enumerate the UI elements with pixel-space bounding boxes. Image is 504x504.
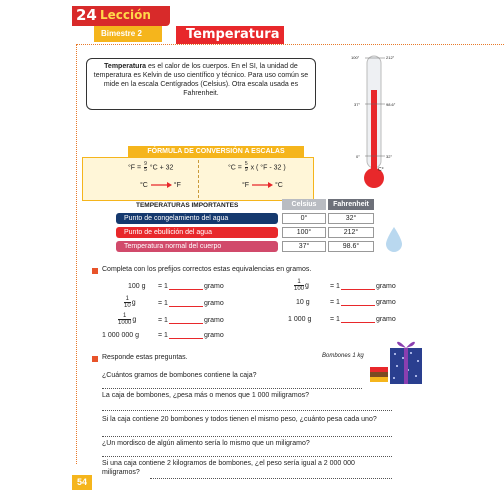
bullet-icon bbox=[92, 356, 98, 362]
eq-sign: = 1 bbox=[330, 299, 340, 306]
row-label-body: Temperatura normal del cuerpo bbox=[116, 241, 278, 252]
eq-right-1-lhs: 10 g bbox=[296, 299, 310, 306]
eq-left-1-lhs bbox=[124, 296, 136, 309]
col-celsius: Celsius bbox=[282, 199, 326, 210]
thermo-label-32f: 32° bbox=[386, 154, 393, 159]
formula-right-suffix: x ( °F - 32 ) bbox=[250, 164, 286, 172]
exercise1-instruction: Completa con los prefijos correctos estas equivalencias en gramos. bbox=[102, 266, 312, 273]
eq-left-0 bbox=[158, 283, 224, 290]
formula-right-direction bbox=[242, 182, 283, 189]
answer-blank[interactable] bbox=[169, 306, 203, 307]
frac-den: 100 bbox=[294, 286, 305, 292]
frac-num: 1 bbox=[118, 313, 131, 320]
intro-bold: Temperatura bbox=[104, 63, 147, 70]
from-unit: °C bbox=[140, 182, 148, 189]
bimestre-label: Bimestre 2 bbox=[101, 29, 142, 38]
eq-sign: = 1 bbox=[330, 316, 340, 323]
eq-unit: gramo bbox=[375, 283, 396, 290]
exercise2-instruction: Responde estas preguntas. bbox=[102, 354, 188, 361]
formula-right-fraction bbox=[245, 162, 248, 173]
intro-box bbox=[86, 58, 316, 110]
cell-celsius: 37° bbox=[282, 241, 326, 252]
formula-left-direction bbox=[140, 182, 181, 189]
to-unit: °F bbox=[173, 182, 181, 189]
to-unit: °C bbox=[274, 182, 283, 189]
lhs-fraction bbox=[124, 296, 131, 309]
temps-table-title: TEMPERATURAS IMPORTANTES bbox=[136, 202, 239, 209]
eq-right-1 bbox=[330, 299, 396, 306]
page-number: 54 bbox=[72, 475, 92, 490]
eq-unit: gramo bbox=[203, 283, 224, 290]
eq-right-2-lhs: 1 000 g bbox=[288, 316, 312, 323]
water-drop-icon bbox=[384, 226, 404, 254]
frac-num: 1 bbox=[125, 296, 130, 302]
eq-unit: gramo bbox=[203, 300, 224, 307]
eq-sign: = 1 bbox=[158, 300, 168, 307]
lhs-unit: g bbox=[131, 299, 136, 307]
lhs-unit: g bbox=[305, 282, 309, 290]
lhs-fraction bbox=[294, 279, 304, 292]
answer-blank[interactable] bbox=[341, 322, 375, 323]
frac-den: 10 bbox=[124, 303, 131, 309]
thermo-label-212f: 212° bbox=[386, 55, 395, 60]
thermo-label-37c: 37° bbox=[354, 102, 361, 107]
arrow-right-icon bbox=[150, 182, 172, 188]
formula-left bbox=[128, 162, 173, 173]
cell-celsius: 0° bbox=[282, 213, 326, 224]
top-divider bbox=[76, 44, 504, 45]
question-1: ¿Cuántos gramos de bombones contiene la caja? bbox=[102, 372, 257, 379]
formula-separator bbox=[198, 160, 199, 198]
eq-unit: gramo bbox=[375, 316, 396, 323]
question-4: ¿Un mordisco de algún alimento sería lo mismo que un miligramo? bbox=[102, 440, 310, 447]
lhs-unit: g bbox=[132, 316, 137, 324]
bombones-caption: Bombones 1 kg bbox=[322, 353, 364, 359]
thermo-label-98f: 98.6° bbox=[386, 102, 396, 107]
eq-left-2 bbox=[158, 317, 224, 324]
answer-blank[interactable] bbox=[169, 323, 203, 324]
answer-line[interactable] bbox=[150, 478, 392, 479]
eq-left-2-lhs bbox=[118, 313, 136, 326]
eq-sign: = 1 bbox=[330, 283, 340, 290]
formula-left-prefix: °F = bbox=[128, 164, 142, 172]
eq-right-2 bbox=[330, 316, 396, 323]
intro-text: es el calor de los cuerpos. En el SI, la unidad de temperatura es Kelvin de uso científico y técnico. Para uso común se mide en la escala Centígrados (Celsius). Otra escala usada es Fahrenheit. bbox=[93, 63, 309, 97]
frac-num: 1 bbox=[294, 279, 304, 286]
col-fahrenheit: Fahrenheit bbox=[328, 199, 374, 210]
frac-den: 1000 bbox=[118, 320, 132, 326]
answer-line[interactable] bbox=[102, 456, 392, 457]
formula-left-fraction bbox=[144, 162, 147, 173]
eq-unit: gramo bbox=[203, 317, 224, 324]
question-3: Si la caja contiene 20 bombones y todos tienen el mismo peso, ¿cuánto pesa cada uno? bbox=[102, 416, 377, 423]
eq-left-0-lhs: 100 g bbox=[128, 283, 146, 290]
cell-fahrenheit: 212° bbox=[328, 227, 374, 238]
answer-line[interactable] bbox=[102, 410, 392, 411]
answer-line[interactable] bbox=[102, 436, 392, 437]
eq-sign: = 1 bbox=[158, 283, 168, 290]
formula-heading: FÓRMULA DE CONVERSIÓN A ESCALAS bbox=[128, 146, 304, 157]
thermometer-icon bbox=[355, 52, 415, 202]
eq-left-3 bbox=[158, 332, 224, 339]
from-unit: °F bbox=[242, 182, 250, 189]
lhs-fraction bbox=[118, 313, 131, 326]
eq-sign: = 1 bbox=[158, 317, 168, 324]
arrow-right-icon bbox=[251, 182, 273, 188]
answer-blank[interactable] bbox=[169, 289, 203, 290]
cell-fahrenheit: 98.6° bbox=[328, 241, 374, 252]
eq-left-1 bbox=[158, 300, 224, 307]
answer-line[interactable] bbox=[102, 388, 362, 389]
frac-num: 9 bbox=[144, 161, 147, 167]
question-5: Si una caja contiene 2 kilogramos de bombones, ¿el peso sería igual a 2 000 000 miligramos? bbox=[102, 460, 355, 476]
eq-left-3-lhs: 1 000 000 g bbox=[102, 332, 139, 339]
eq-right-0-lhs bbox=[294, 279, 309, 292]
eq-sign: = 1 bbox=[158, 332, 168, 339]
thermo-unit: C° bbox=[378, 167, 384, 173]
left-divider bbox=[76, 44, 77, 464]
row-label-freezing: Punto de congelamiento del agua bbox=[116, 213, 278, 224]
formula-left-suffix: °C + 32 bbox=[149, 164, 174, 172]
formula-right-prefix: °C = bbox=[228, 164, 242, 172]
lesson-number: 24 bbox=[76, 6, 97, 24]
frac-num: 5 bbox=[244, 161, 248, 167]
thermo-label-0c: 0° bbox=[356, 154, 360, 159]
eq-unit: gramo bbox=[375, 299, 396, 306]
answer-blank[interactable] bbox=[169, 338, 203, 339]
formula-right bbox=[228, 162, 286, 173]
page-title: Temperatura bbox=[186, 27, 280, 42]
frac-den: 5 bbox=[144, 167, 147, 173]
gift-box-icon bbox=[364, 334, 426, 388]
thermo-label-100c: 100° bbox=[351, 55, 360, 60]
cell-fahrenheit: 32° bbox=[328, 213, 374, 224]
question-2: La caja de bombones, ¿pesa más o menos que 1 000 miligramos? bbox=[102, 392, 310, 399]
lesson-word: Lección bbox=[100, 8, 151, 22]
bullet-icon bbox=[92, 268, 98, 274]
row-label-boiling: Punto de ebullición del agua bbox=[116, 227, 278, 238]
frac-den: 9 bbox=[244, 167, 248, 173]
eq-unit: gramo bbox=[203, 332, 224, 339]
answer-blank[interactable] bbox=[341, 305, 375, 306]
cell-celsius: 100° bbox=[282, 227, 326, 238]
answer-blank[interactable] bbox=[341, 289, 375, 290]
eq-right-0 bbox=[330, 283, 396, 290]
